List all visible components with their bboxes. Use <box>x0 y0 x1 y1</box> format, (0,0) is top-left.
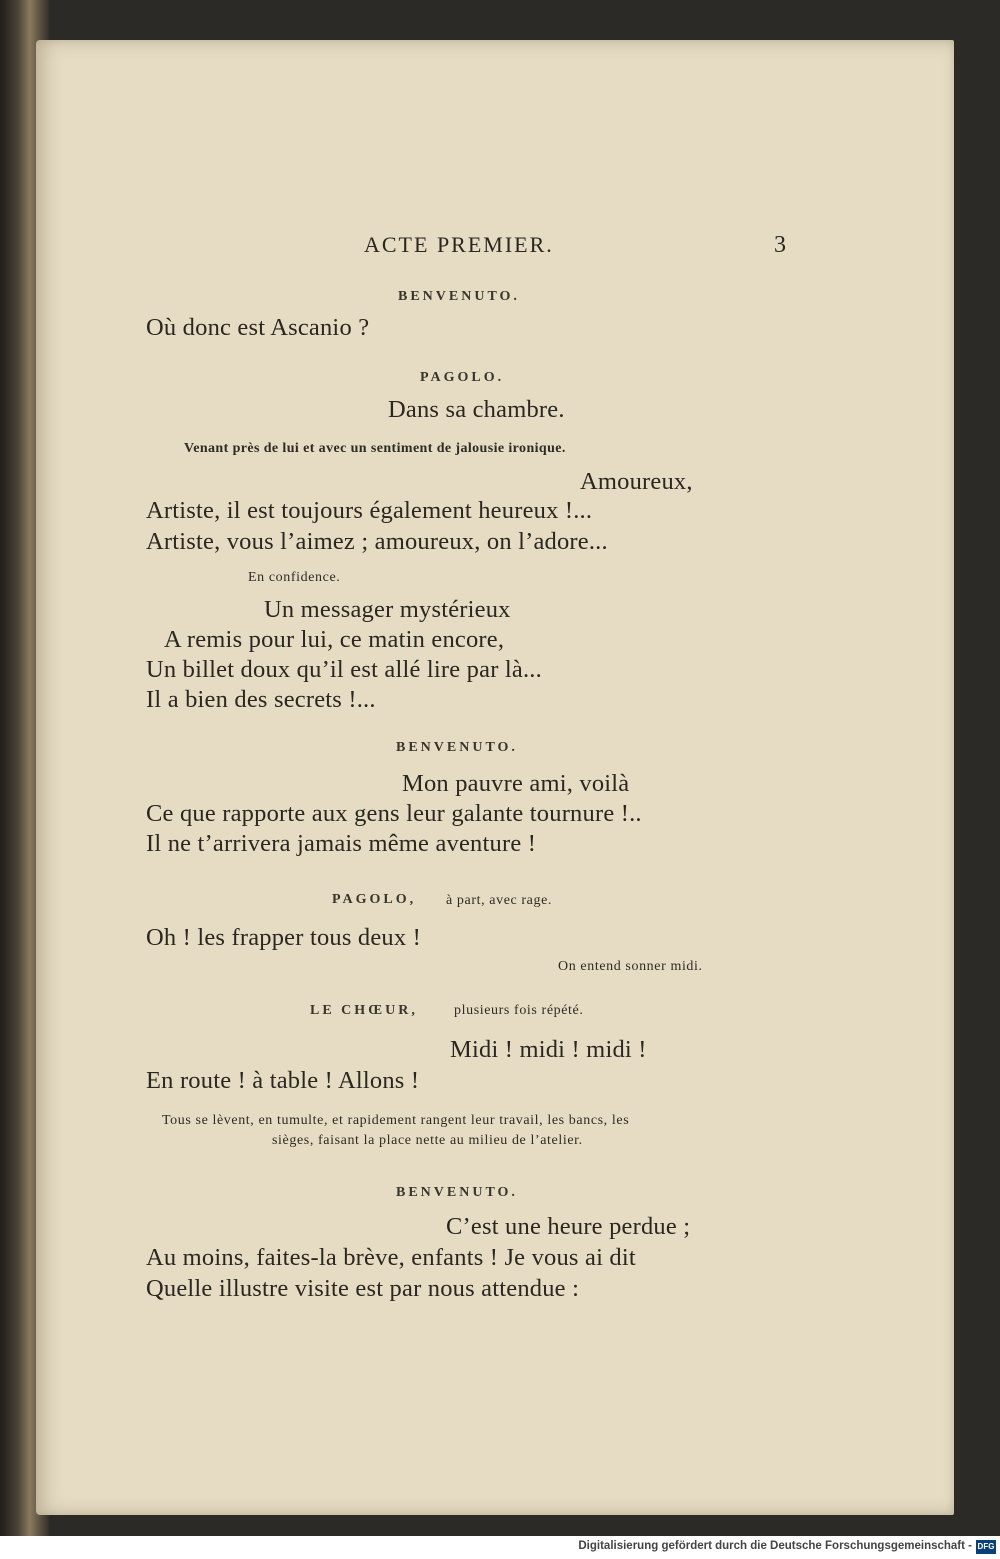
stage-direction: sièges, faisant la place nette au milieu de l’atelier. <box>272 1133 583 1148</box>
verse-line: Où donc est Ascanio ? <box>146 314 370 341</box>
stage-direction: On entend sonner midi. <box>558 959 703 974</box>
verse-line: Oh ! les frapper tous deux ! <box>146 924 422 951</box>
speaker-name: BENVENUTO. <box>396 740 518 755</box>
stage-direction: à part, avec rage. <box>446 893 553 908</box>
verse-line: En route ! à table ! Allons ! <box>146 1067 420 1094</box>
dfg-logo-icon: DFG <box>976 1540 996 1554</box>
stage-direction: En confidence. <box>248 570 341 585</box>
book-page <box>36 40 954 1515</box>
verse-line: Ce que rapporte aux gens leur galante tournure !.. <box>146 800 642 827</box>
speaker-name: PAGOLO. <box>420 370 505 385</box>
speaker-name: BENVENUTO. <box>398 289 520 304</box>
stage-direction: plusieurs fois répété. <box>454 1003 584 1018</box>
verse-line: Un billet doux qu’il est allé lire par là... <box>146 656 542 683</box>
verse-line: Il a bien des secrets !... <box>146 686 376 713</box>
verse-line: A remis pour lui, ce matin encore, <box>164 626 505 653</box>
verse-line: Quelle illustre visite est par nous attendue : <box>146 1275 580 1302</box>
verse-line: Amoureux, <box>580 468 693 495</box>
verse-line: Artiste, vous l’aimez ; amoureux, on l’adore... <box>146 528 608 555</box>
footer-bar <box>0 1536 1000 1559</box>
stage-direction: Tous se lèvent, en tumulte, et rapidement rangent leur travail, les bancs, les <box>162 1113 630 1128</box>
verse-line: Au moins, faites-la brève, enfants ! Je vous ai dit <box>146 1244 636 1271</box>
verse-line: Un messager mystérieux <box>264 596 511 623</box>
speaker-name: BENVENUTO. <box>396 1185 518 1200</box>
stage-direction: Venant près de lui et avec un sentiment de jalousie ironique. <box>184 441 566 456</box>
speaker-name: LE CHŒUR, <box>310 1003 418 1018</box>
speaker-name: PAGOLO, <box>332 892 417 907</box>
verse-line: Midi ! midi ! midi ! <box>450 1036 647 1063</box>
verse-line: Dans sa chambre. <box>388 396 565 423</box>
verse-line: C’est une heure perdue ; <box>446 1213 691 1240</box>
verse-line: Il ne t’arrivera jamais même aventure ! <box>146 830 537 857</box>
footer-credit: Digitalisierung gefördert durch die Deutsche Forschungsgemeinschaft - <box>578 1540 972 1552</box>
verse-line: Artiste, il est toujours également heureux !... <box>146 497 593 524</box>
verse-line: Mon pauvre ami, voilà <box>402 770 630 797</box>
page-heading: ACTE PREMIER. <box>364 232 554 257</box>
page-number: 3 <box>774 232 786 258</box>
